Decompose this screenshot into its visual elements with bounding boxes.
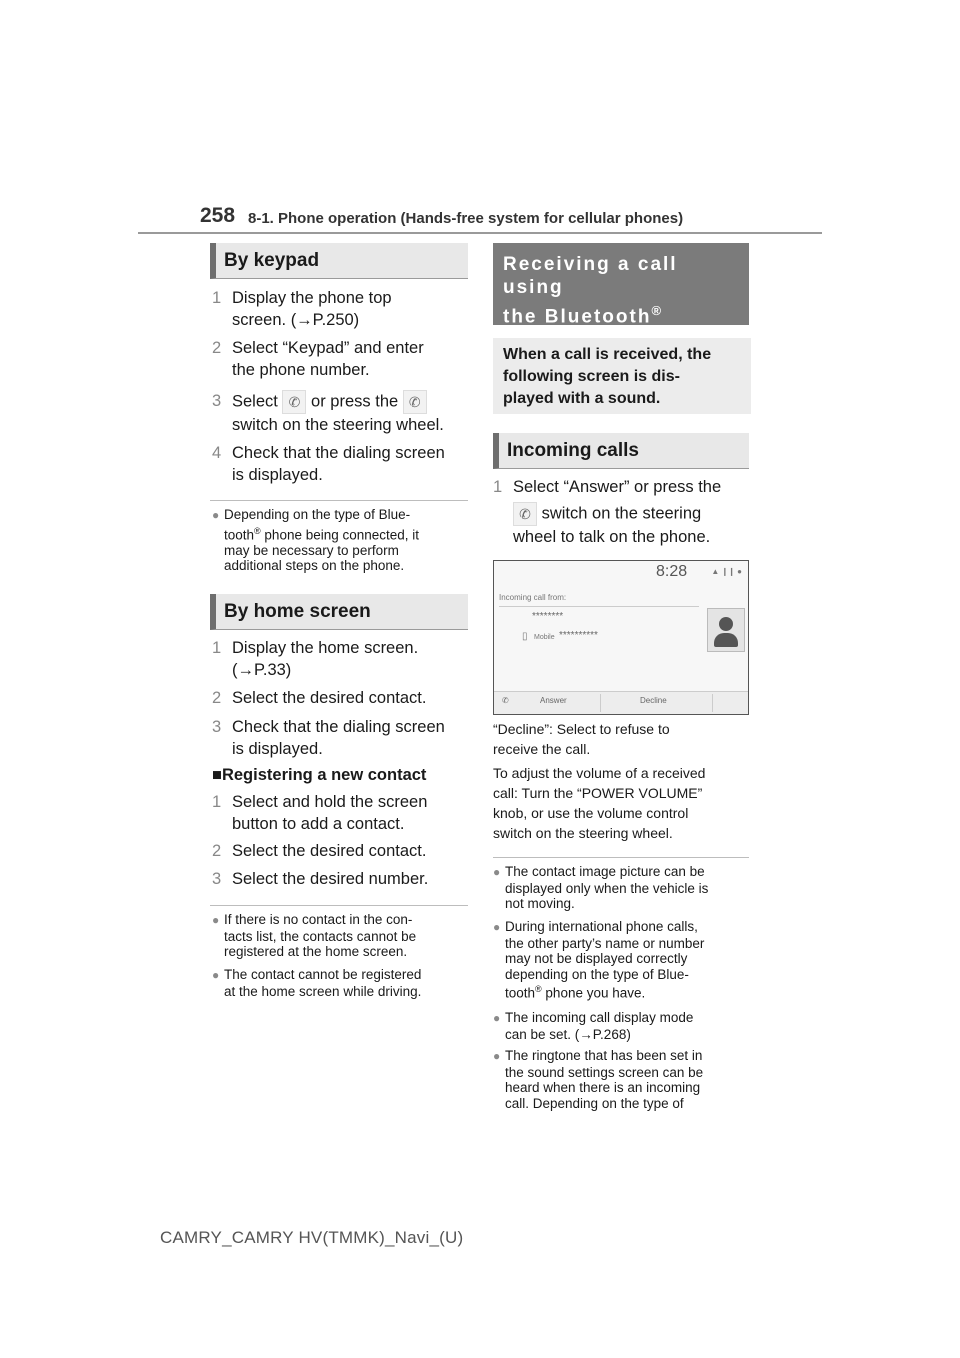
keypad-note: ● Depending on the type of Blue- tooth® phone being connected, it may be necessary to perform additional steps on the phone. — [212, 507, 420, 573]
keypad-step-3: 3 Select ✆ or press the ✆ switch on the steering wheel. — [212, 390, 474, 436]
register-step-1: 1 Select and hold the screen button to add a contact. — [212, 793, 428, 833]
decline-button[interactable]: Decline — [640, 696, 667, 705]
caller-number: ********** — [559, 630, 598, 641]
home-step-1: 1 Display the home screen. (→P.33) — [212, 639, 419, 679]
incoming-note-1: ● The contact image picture can be displayed only when the vehicle is not moving. — [493, 864, 709, 911]
answer-button[interactable]: Answer — [540, 696, 567, 705]
divider — [499, 606, 699, 607]
receiving-call-heading: Receiving a call using the Bluetooth® — [493, 243, 749, 325]
by-home-screen-heading: By home screen — [210, 594, 468, 630]
decline-text: “Decline”: Select to refuse to receive the call. — [493, 721, 670, 757]
incoming-calls-heading: Incoming calls — [493, 433, 749, 469]
divider — [712, 694, 713, 712]
by-keypad-heading: By keypad — [210, 243, 468, 279]
mobile-label: Mobile — [534, 634, 555, 641]
caller-name: ******** — [532, 611, 564, 622]
call-button-bar — [494, 691, 748, 714]
header-rule — [138, 232, 822, 234]
home-note-2: ● The contact cannot be registered at the home screen while driving. — [212, 967, 422, 999]
mobile-phone-icon: ▯ — [522, 631, 528, 642]
divider — [493, 857, 749, 858]
home-step-2: 2 Select the desired contact. — [212, 689, 427, 707]
phone-icon: ✆ — [403, 390, 427, 414]
phone-icon: ✆ — [282, 390, 306, 414]
page-number: 258 — [200, 204, 236, 227]
divider — [600, 694, 601, 712]
intro-box: When a call is received, the following screen is dis- played with a sound. — [493, 338, 751, 414]
register-step-3: 3 Select the desired number. — [212, 870, 429, 888]
volume-text: To adjust the volume of a received call: Turn the “POWER VOLUME” knob, or use the volume control switch on the steering wheel. — [493, 765, 706, 841]
incoming-step-1: 1 Select “Answer” or press the ✆ switch on the steering wheel to talk on the phone. — [493, 478, 722, 546]
incoming-call-screen — [493, 560, 749, 715]
incoming-note-4: ● The ringtone that has been set in the sound settings screen can be heard when there is an incoming call. Depending on the type of — [493, 1048, 704, 1111]
divider — [210, 905, 468, 906]
keypad-step-2: 2 Select “Keypad” and enter the phone number. — [212, 339, 424, 379]
screen-title: Incoming call from: — [499, 593, 567, 602]
keypad-step-4: 4 Check that the dialing screen is displayed. — [212, 444, 445, 484]
status-icons: ▲ ❙❙ ● — [711, 567, 742, 576]
divider — [210, 500, 468, 501]
screen-clock: 8:28 — [656, 563, 688, 580]
section-title: 8-1. Phone operation (Hands-free system for cellular phones) — [248, 210, 684, 227]
phone-icon: ✆ — [502, 696, 509, 705]
phone-icon: ✆ — [513, 502, 537, 526]
incoming-note-3: ● The incoming call display mode can be set. (→P.268) — [493, 1010, 694, 1042]
keypad-step-1: 1 Display the phone top screen. (→P.250) — [212, 289, 392, 329]
home-note-1: ● If there is no contact in the con- tacts list, the contacts cannot be registered at the home screen. — [212, 912, 417, 959]
document-footer: CAMRY_CAMRY HV(TMMK)_Navi_(U) — [160, 1228, 464, 1247]
register-step-2: 2 Select the desired contact. — [212, 842, 427, 860]
incoming-note-2: ● During international phone calls, the other party’s name or number may not be displayed correctly depending on the type of Blue- tooth® phone you have. — [493, 919, 705, 1001]
registering-heading: ■Registering a new contact — [212, 766, 427, 784]
contact-avatar — [707, 608, 745, 652]
home-step-3: 3 Check that the dialing screen is displayed. — [212, 718, 445, 758]
